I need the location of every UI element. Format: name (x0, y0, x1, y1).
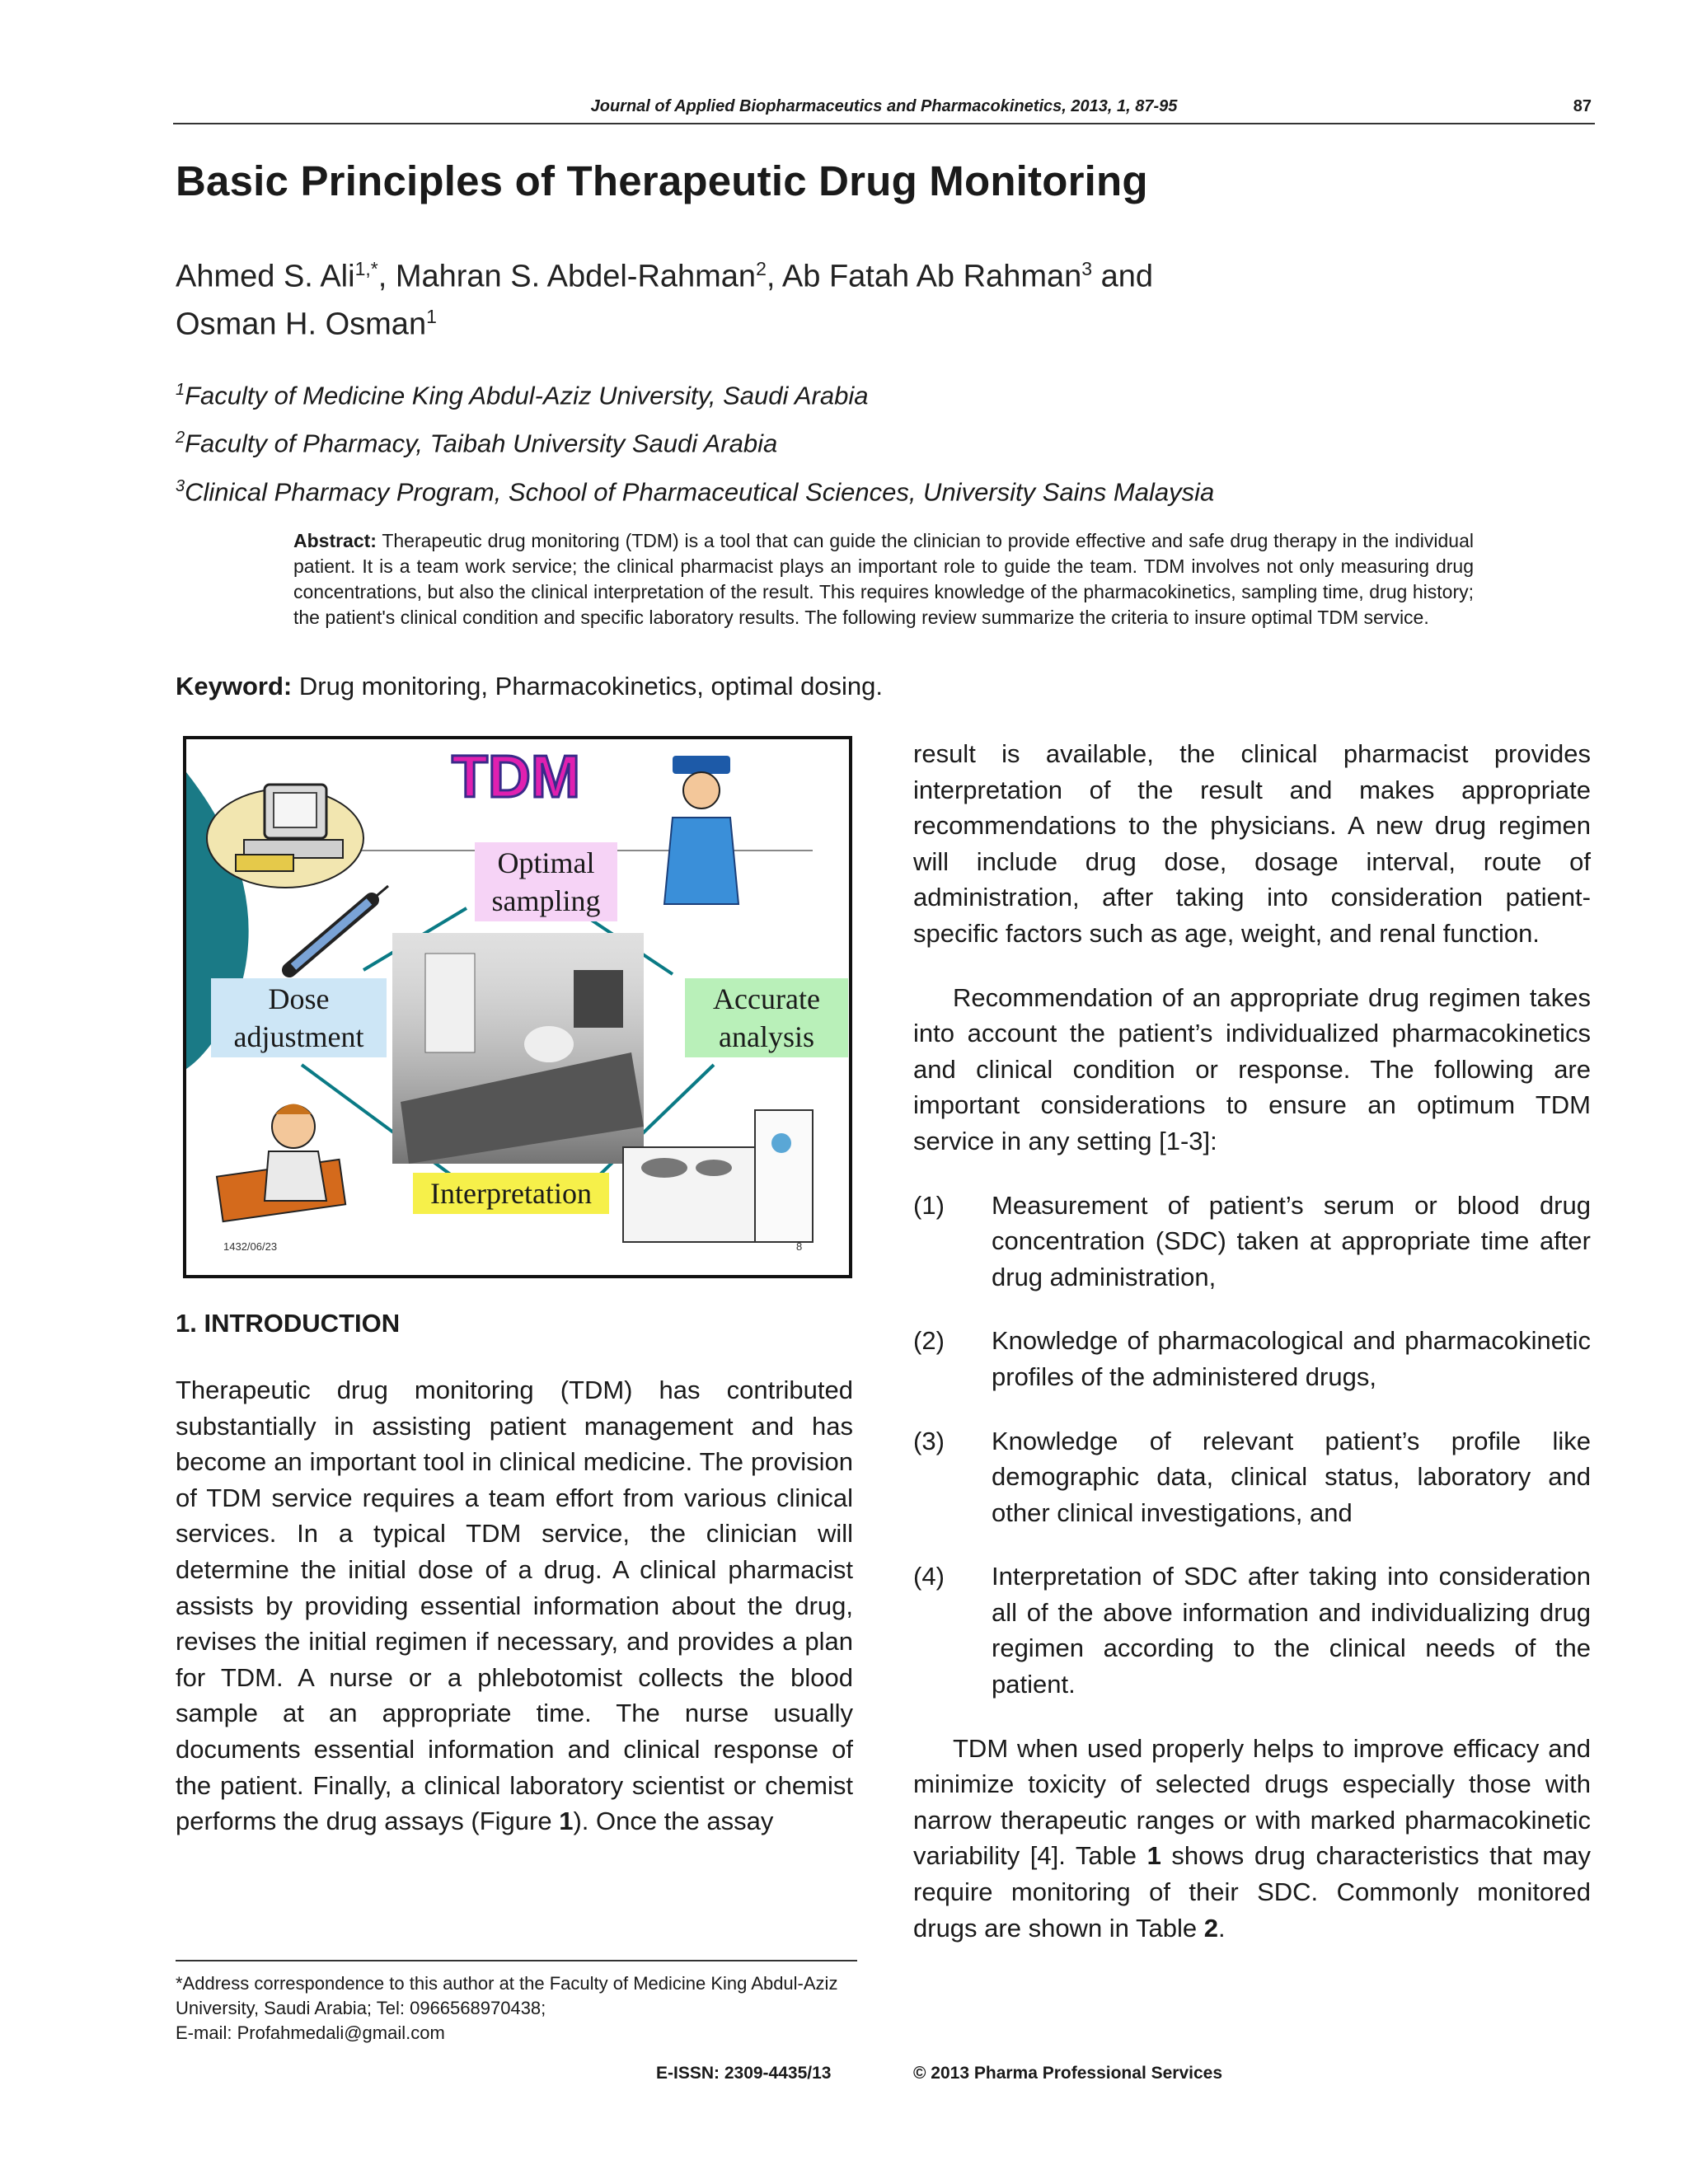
tdm-logo-text: TDM (452, 744, 580, 810)
accurate-analysis-label: Accurate analysis (685, 978, 848, 1057)
body-text: shows drug characteristics that may require monitoring of their SDC. Commonly monitored drugs are shown in Table (913, 1841, 1591, 1943)
affiliation-text: Clinical Pharmacy Program, School of Pharmaceutical Sciences, University Sains Malaysia (185, 477, 1215, 507)
abstract (293, 528, 1474, 630)
author-name: Osman H. Osman (176, 307, 427, 342)
author-affil-mark: 1 (426, 305, 437, 327)
interpretation-label: Interpretation (413, 1173, 609, 1214)
author-affil-mark: 3 (1081, 258, 1093, 279)
paper-title: Basic Principles of Therapeutic Drug Monitoring (176, 157, 1148, 204)
body-paragraph: Recommendation of an appropriate drug regimen takes into account the patient’s individualized pharmacokinetics and clinical condition or response. The following are important considerations to ensure an optimum TDM service in any setting [1-3]: (913, 982, 1591, 1155)
affiliation-text: Faculty of Pharmacy, Taibah University Saudi Arabia (185, 429, 778, 458)
author-name: Ahmed S. Ali (176, 259, 355, 294)
email-label: E-mail: (176, 2022, 232, 2043)
list-text: Interpretation of SDC after taking into consideration all of the above information and individualizing drug regimen according to the clinical needs of the patient. (992, 1562, 1591, 1699)
footnote-address: *Address correspondence to this author at the Faculty of Medicine King Abdul-Aziz University, Saudi Arabia; Tel: 0966568970438; (176, 1973, 838, 2018)
intro-text: ). Once the assay (573, 1807, 774, 1836)
right-column (913, 736, 1591, 1946)
keyword-text: Drug monitoring, Pharmacokinetics, optimal dosing. (298, 672, 884, 701)
list-number: (3) (913, 1426, 945, 1455)
table-ref: 1 (1146, 1841, 1161, 1871)
affiliation (176, 429, 777, 458)
body-paragraph: result is available, the clinical pharmacist provides interpretation of the result and makes appropriate recommendations to the physicians. A new drug regimen will include drug dose, dosage interval, route of administration, after taking into consideration patient-specific factors such as age, weight, and renal function. (913, 739, 1591, 948)
intro-paragraph (176, 1372, 853, 1840)
figure-1 (183, 736, 852, 1278)
list-number: (1) (913, 1190, 945, 1220)
page-number: 87 (1573, 97, 1592, 115)
keyword-label: Keyword: (176, 672, 293, 701)
body-paragraph (913, 1731, 1591, 1947)
lab-analyzer-icon (623, 1110, 813, 1242)
author-list: Ahmed S. Ali$^{1,*}$, Mahran S. Abdel-Rahman$^2$, Ab Fatah Ab Rahman$^3$ and Osman H. Osman$^1$ (176, 258, 1154, 342)
footnote-rule (176, 1960, 857, 1961)
considerations-list (913, 1188, 1591, 1703)
list-number: (2) (913, 1326, 945, 1356)
optimal-sampling-label: Optimal sampling (475, 842, 617, 921)
abstract-text: Therapeutic drug monitoring (TDM) is a tool that can guide the clinician to provide effective and safe drug therapy in the individual patient. It is a team work service; the clinical pharmacist plays an important role to guide the team. TDM involves not only measuring drug concentrations, but also the clinical interpretation of the result. This requires knowledge of the pharmacokinetics, sampling time, drug history; the patient's clinical condition and specific laboratory results. The following review summarize the criteria to insure optimal TDM service. (293, 530, 1474, 628)
affiliation (176, 381, 868, 410)
list-number: (4) (913, 1562, 945, 1591)
affiliation-text: Faculty of Medicine King Abdul-Aziz University, Saudi Arabia (185, 381, 869, 410)
correspondence-footnote (176, 1971, 857, 2046)
author-name: Mahran S. Abdel-Rahman (395, 259, 757, 294)
issn: E-ISSN: 2309-4435/13 (656, 2064, 832, 2083)
list-item (913, 1558, 1591, 1702)
affiliation-mark: 3 (176, 477, 185, 495)
author-conjunction: and (1100, 259, 1154, 294)
keywords (176, 672, 883, 701)
section-heading-introduction: 1. INTRODUCTION (176, 1309, 401, 1338)
copyright: © 2013 Pharma Professional Services (913, 2064, 1223, 2083)
affiliation (176, 477, 1214, 507)
slide-number: 8 (796, 1240, 803, 1253)
abstract-label: Abstract: (293, 530, 377, 551)
list-item (913, 1323, 1591, 1394)
list-text: Measurement of patient’s serum or blood drug concentration (SDC) taken at appropriate time after drug administration, (992, 1190, 1591, 1291)
body-text: TDM when used properly helps to improve efficacy and minimize toxicity of selected drugs especially those with narrow therapeutic ranges or with marked pharmacokinetic variability [4]. Table (913, 1733, 1591, 1871)
journal-citation: Journal of Applied Biopharmaceutics and Pharmacokinetics, 2013, 1, 87-95 (590, 97, 1178, 115)
dose-adjustment-label: Dose adjustment (211, 978, 387, 1057)
slide-date: 1432/06/23 (223, 1240, 278, 1253)
author-name: Ab Fatah Ab Rahman (781, 259, 1082, 294)
computer-icon (207, 785, 363, 888)
intro-text: Therapeutic drug monitoring (TDM) has contributed substantially in assisting patient management and has become an important tool in clinical medicine. The provision of TDM service requires a team effort from various clinical services. In a typical TDM service, the clinician will determine the initial dose of a drug. A clinical pharmacist assists by providing essential information about the drug, revises the initial regimen if necessary, and provides a plan for TDM. A nurse or a phlebotomist collects the blood sample at an appropriate time. The nurse usually documents essential information and clinical response of the patient. Finally, a clinical laboratory scientist or chemist performs the drug assays (Figure (176, 1376, 853, 1836)
list-item (913, 1188, 1591, 1296)
affiliation-mark: 1 (176, 381, 185, 399)
patient-photo (392, 933, 644, 1164)
syringe-icon (289, 886, 388, 970)
email-link[interactable]: Profahmedali@gmail.com (237, 2022, 445, 2043)
author-affil-mark: 1,* (354, 258, 378, 279)
list-text: Knowledge of pharmacological and pharmacokinetic profiles of the administered drugs, (992, 1326, 1591, 1391)
table-ref: 2 (1203, 1913, 1218, 1943)
nurse-icon (664, 756, 738, 904)
clinician-on-phone-icon (217, 1104, 345, 1222)
author-affil-mark: 2 (756, 258, 767, 279)
affiliation-mark: 2 (176, 429, 185, 447)
list-text: Knowledge of relevant patient’s profile like demographic data, clinical status, laboratory and other clinical investigations, and (992, 1426, 1591, 1527)
list-item (913, 1423, 1591, 1531)
body-text: . (1217, 1913, 1226, 1943)
journal-header (173, 97, 1595, 124)
figure-ref: 1 (559, 1807, 574, 1836)
